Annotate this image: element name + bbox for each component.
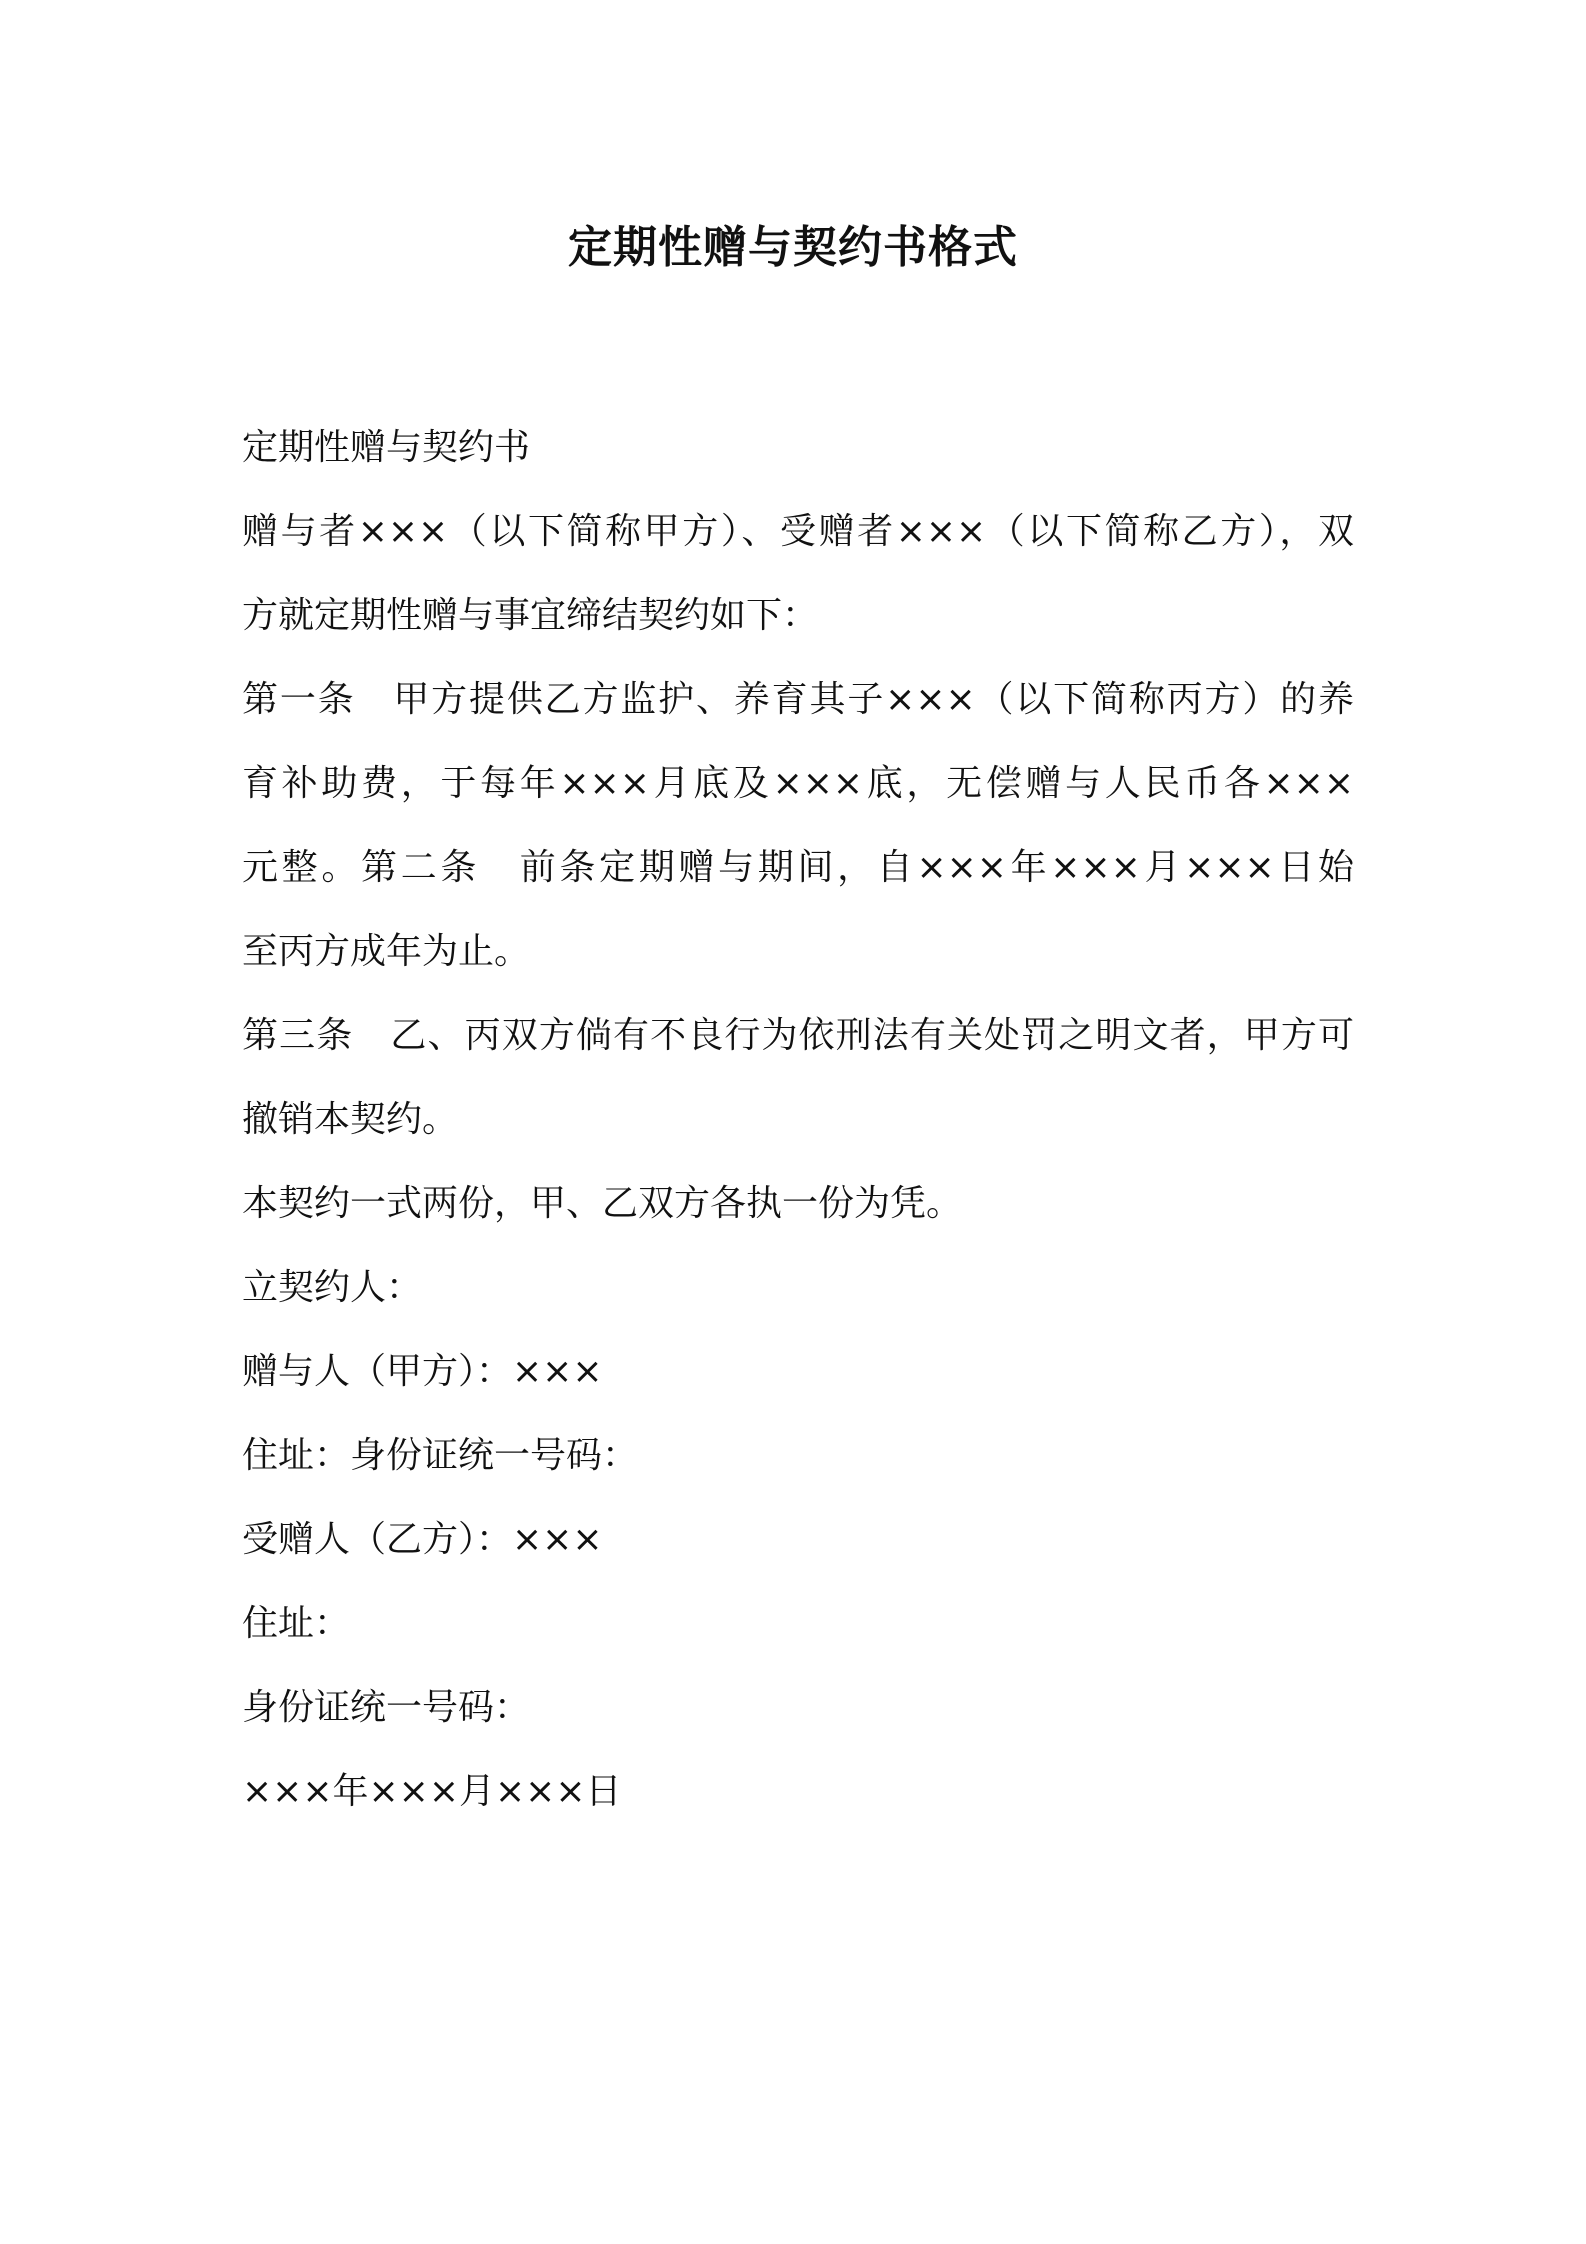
article-3-line-2: 撤销本契约。: [242, 1099, 459, 1140]
donee-address-line: 住址：: [242, 1603, 351, 1644]
donor-address-id-line: 住址：身份证统一号码：: [242, 1435, 639, 1476]
article-2-line-1: 元整。第二条 前条定期赠与期间，自×××年×××月×××日始: [242, 847, 1354, 888]
donee-line: 受赠人（乙方）：×××: [242, 1519, 603, 1560]
document-title: 定期性赠与契约书格式: [568, 222, 1018, 273]
document-body: [242, 406, 1354, 1834]
contract-heading: 定期性赠与契约书: [242, 427, 531, 468]
donor-line: 赠与人（甲方）：×××: [242, 1351, 603, 1392]
signatories-label: 立契约人：: [242, 1267, 423, 1308]
parties-line-2: 方就定期性赠与事宜缔结契约如下：: [242, 595, 819, 636]
copies-clause: 本契约一式两份，甲、乙双方各执一份为凭。: [242, 1183, 963, 1224]
date-line: ×××年×××月×××日: [242, 1771, 622, 1812]
article-3-line-1: 第三条 乙、丙双方倘有不良行为依刑法有关处罚之明文者，甲方可: [242, 1015, 1354, 1056]
parties-line-1: 赠与者×××（以下简称甲方）、受赠者×××（以下简称乙方），双: [242, 511, 1354, 552]
donee-id-line: 身份证统一号码：: [242, 1687, 531, 1728]
article-2-line-2: 至丙方成年为止。: [242, 931, 531, 972]
article-1-line-1: 第一条 甲方提供乙方监护、养育其子×××（以下简称丙方）的养: [242, 679, 1354, 720]
article-1-line-2: 育补助费，于每年×××月底及×××底，无偿赠与人民币各×××: [242, 763, 1354, 804]
